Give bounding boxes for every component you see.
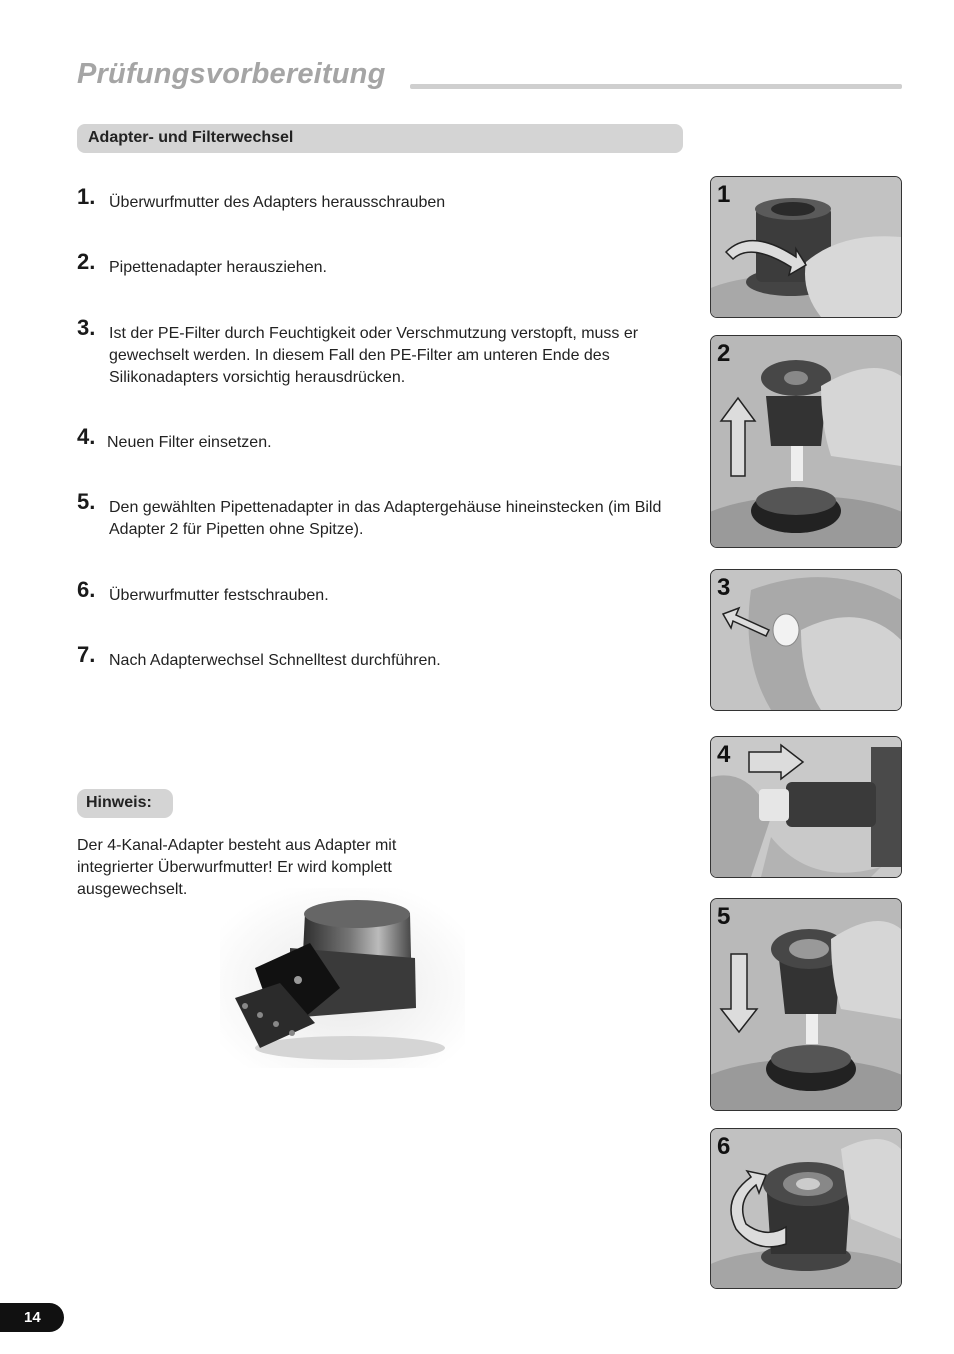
step-number: 6. bbox=[77, 577, 96, 602]
step-text: Überwurfmutter festschrauben. bbox=[109, 587, 329, 604]
step-number: 5. bbox=[77, 489, 96, 514]
note-text: Der 4-Kanal-Adapter besteht aus Adapter mit integrierter Überwurfmutter! Er wird komplett ausgewechselt. bbox=[77, 837, 397, 898]
step-photo-5 bbox=[710, 898, 902, 1111]
note-label: Hinweis: bbox=[86, 794, 152, 811]
step-4 bbox=[77, 424, 687, 454]
photo-label: 6 bbox=[717, 1133, 731, 1160]
step-text: Neuen Filter einsetzen. bbox=[107, 434, 272, 451]
section-header-label: Adapter- und Filterwechsel bbox=[88, 129, 294, 146]
photo-label: 3 bbox=[717, 574, 731, 601]
section-header bbox=[77, 124, 683, 153]
step-1 bbox=[77, 184, 687, 214]
photo-label: 4 bbox=[717, 741, 731, 768]
step-number: 1. bbox=[77, 184, 96, 209]
page-title: Prüfungsvorbereitung bbox=[77, 58, 386, 90]
step-text: Überwurfmutter des Adapters herausschrauben bbox=[109, 194, 446, 211]
photo-label: 5 bbox=[717, 903, 731, 930]
step-photo-1 bbox=[710, 176, 902, 318]
step-photo-2 bbox=[710, 335, 902, 548]
step-text: Den gewählten Pipettenadapter in das Adaptergehäuse hineinstecken (im Bild Adapter 2 für Pipetten ohne Spitze). bbox=[109, 499, 662, 538]
step-number: 4. bbox=[77, 424, 96, 449]
step-3 bbox=[77, 315, 682, 389]
page-number: 14 bbox=[24, 1309, 41, 1326]
four-channel-adapter-image bbox=[220, 888, 465, 1068]
note-label-pill bbox=[77, 789, 173, 818]
step-number: 2. bbox=[77, 249, 96, 274]
step-7 bbox=[77, 642, 687, 672]
step-5 bbox=[77, 489, 672, 541]
step-text: Nach Adapterwechsel Schnelltest durchführen. bbox=[109, 652, 441, 669]
step-photo-3 bbox=[710, 569, 902, 711]
page-number-tab bbox=[0, 1303, 64, 1332]
step-number: 3. bbox=[77, 315, 96, 340]
photo-label: 1 bbox=[717, 181, 731, 208]
photo-label: 2 bbox=[717, 340, 731, 367]
step-text: Pipettenadapter herausziehen. bbox=[109, 259, 327, 276]
step-6 bbox=[77, 577, 687, 607]
step-2 bbox=[77, 249, 687, 279]
title-rule bbox=[410, 84, 902, 89]
step-number: 7. bbox=[77, 642, 96, 667]
step-photo-6 bbox=[710, 1128, 902, 1289]
step-photo-4 bbox=[710, 736, 902, 878]
step-text: Ist der PE-Filter durch Feuchtigkeit oder Verschmutzung verstopft, muss er gewechselt werden. In diesem Fall den PE-Filter am unteren Ende des Silikonadapters vorsichtig herausdrücken. bbox=[109, 325, 639, 386]
